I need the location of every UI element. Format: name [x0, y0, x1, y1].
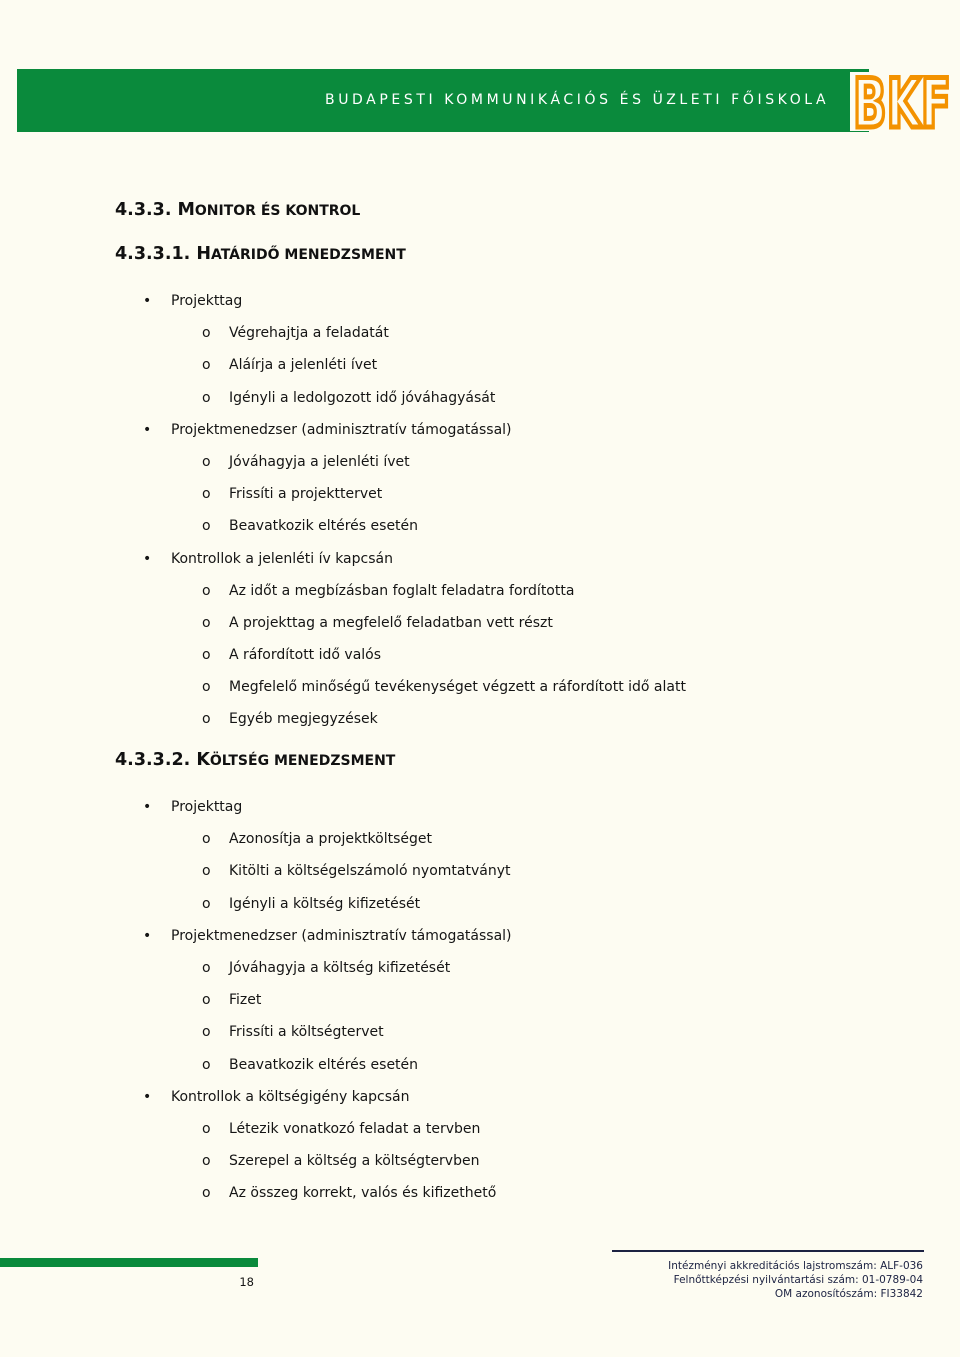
accreditation-number: Intézményi akkreditációs lajstromszám: ALF-036	[668, 1260, 923, 1272]
list-item-text: Megfelelő minőségű tevékenységet végzett a ráfordított idő alatt	[229, 679, 686, 696]
list-item-text: Kitölti a költségelszámoló nyomtatványt	[229, 863, 511, 880]
list-item-level2	[0, 607, 960, 639]
list-item-text: Az összeg korrekt, valós és kifizethető	[229, 1185, 497, 1202]
list-item-text: Szerepel a költség a költségtervben	[229, 1153, 480, 1170]
heading-title: KÖLTSÉG MENEDZSMENT	[196, 750, 396, 770]
sub-bullet-marker: o	[202, 614, 211, 631]
sub-bullet-marker: o	[202, 1185, 211, 1202]
list-item-text: Végrehajtja a feladatát	[229, 325, 389, 342]
list-item-level2	[0, 575, 960, 607]
list-item-level2	[0, 317, 960, 349]
registration-number: Felnőttképzési nyilvántartási szám: 01-0789-04	[673, 1274, 923, 1286]
list-item-level2	[0, 671, 960, 703]
list-item-label: Projektmenedzser (adminisztratív támogatással)	[171, 421, 512, 438]
list-item-level1	[0, 285, 960, 317]
list-item-level2	[0, 952, 960, 984]
bullet-marker: •	[143, 1088, 152, 1105]
footer-green-bar	[0, 1258, 258, 1267]
sub-bullet-marker: o	[202, 831, 211, 848]
sub-bullet-marker: o	[202, 863, 211, 880]
sub-bullet-marker: o	[202, 389, 211, 406]
list-item-level2	[0, 478, 960, 510]
list-item-label: Projektmenedzser (adminisztratív támogatással)	[171, 927, 512, 944]
list-item-level2	[0, 349, 960, 381]
bkf-logo	[850, 72, 954, 131]
list-item-text: Aláírja a jelenléti ívet	[229, 357, 378, 374]
list-item-level2	[0, 888, 960, 920]
institution-name: BUDAPESTI KOMMUNIKÁCIÓS ÉS ÜZLETI FŐISKOLA	[325, 92, 830, 108]
list-item-level2	[0, 1145, 960, 1177]
list-item-text: Az időt a megbízásban foglalt feladatra fordította	[229, 582, 575, 599]
list-item-text: Jóváhagyja a jelenléti ívet	[229, 453, 410, 470]
sub-bullet-marker: o	[202, 1153, 211, 1170]
sub-bullet-marker: o	[202, 357, 211, 374]
list-item-level2	[0, 1016, 960, 1048]
list-item-text: Létezik vonatkozó feladat a tervben	[229, 1120, 481, 1137]
sub-bullet-marker: o	[202, 959, 211, 976]
sub-bullet-marker: o	[202, 486, 211, 503]
list-item-text: Fizet	[229, 992, 262, 1009]
sub-bullet-marker: o	[202, 711, 211, 728]
page-number: 18	[239, 1275, 254, 1289]
list-item-text: Frissíti a projekttervet	[229, 486, 383, 503]
list-item-label: Projekttag	[171, 799, 243, 815]
list-item-text: Beavatkozik eltérés esetén	[229, 1056, 419, 1073]
list-item-level2	[0, 446, 960, 478]
bullet-marker: •	[143, 421, 152, 438]
list-item-level1	[0, 920, 960, 952]
list-item-level2	[0, 1113, 960, 1145]
list-item-text: Igényli a költség kifizetését	[229, 895, 421, 912]
sub-bullet-marker: o	[202, 1120, 211, 1137]
list-item-level2	[0, 639, 960, 671]
list-item-text: Beavatkozik eltérés esetén	[229, 518, 419, 535]
sub-bullet-marker: o	[202, 992, 211, 1009]
list-item-text: Egyéb megjegyzések	[229, 711, 378, 728]
footer-divider	[612, 1250, 924, 1252]
heading-title: MONITOR ÉS KONTROL	[177, 200, 361, 220]
list-item-level2	[0, 1049, 960, 1081]
sub-bullet-marker: o	[202, 895, 211, 912]
list-item-level1	[0, 414, 960, 446]
list-item-text: Igényli a ledolgozott idő jóváhagyását	[229, 389, 496, 406]
bkf-logo-lettering: BKF	[853, 72, 951, 131]
sub-bullet-marker: o	[202, 518, 211, 535]
section-heading-deadline	[115, 242, 406, 267]
heading-title: HATÁRIDŐ MENEDZSMENT	[196, 244, 406, 264]
bullet-marker: •	[143, 927, 152, 944]
list-item-level2	[0, 855, 960, 887]
list-item-level2	[0, 510, 960, 542]
heading-number: 4.3.3.	[115, 200, 172, 220]
list-item-text: Azonosítja a projektköltséget	[229, 831, 432, 848]
list-item-level1	[0, 1081, 960, 1113]
list-item-text: Frissíti a költségtervet	[229, 1024, 384, 1041]
section-heading-cost	[115, 748, 395, 773]
list-item-label: Projekttag	[171, 293, 243, 309]
bkf-logo-graphic	[850, 72, 954, 131]
section-heading-main	[115, 198, 360, 223]
list-item-text: Jóváhagyja a költség kifizetését	[229, 959, 451, 976]
list-item-label: Kontrollok a költségigény kapcsán	[171, 1088, 410, 1105]
list-item-level2	[0, 823, 960, 855]
sub-bullet-marker: o	[202, 453, 211, 470]
footer-info	[668, 1259, 923, 1301]
list-item-text: A projekttag a megfelelő feladatban vett részt	[229, 614, 553, 631]
bullet-marker: •	[143, 293, 152, 309]
deadline-list	[0, 285, 960, 736]
list-item-text: A ráfordított idő valós	[229, 647, 382, 664]
list-item-level2	[0, 984, 960, 1016]
heading-number: 4.3.3.2.	[115, 750, 191, 770]
list-item-label: Kontrollok a jelenléti ív kapcsán	[171, 550, 393, 567]
bullet-marker: •	[143, 550, 152, 567]
om-identifier: OM azonosítószám: FI33842	[774, 1288, 923, 1300]
list-item-level2	[0, 703, 960, 735]
bullet-marker: •	[143, 799, 152, 815]
sub-bullet-marker: o	[202, 647, 211, 664]
heading-number: 4.3.3.1.	[115, 244, 191, 264]
list-item-level1	[0, 791, 960, 823]
sub-bullet-marker: o	[202, 1056, 211, 1073]
sub-bullet-marker: o	[202, 1024, 211, 1041]
sub-bullet-marker: o	[202, 582, 211, 599]
list-item-level1	[0, 543, 960, 575]
sub-bullet-marker: o	[202, 325, 211, 342]
sub-bullet-marker: o	[202, 679, 211, 696]
list-item-level2	[0, 1177, 960, 1209]
list-item-level2	[0, 382, 960, 414]
cost-list	[0, 791, 960, 1209]
